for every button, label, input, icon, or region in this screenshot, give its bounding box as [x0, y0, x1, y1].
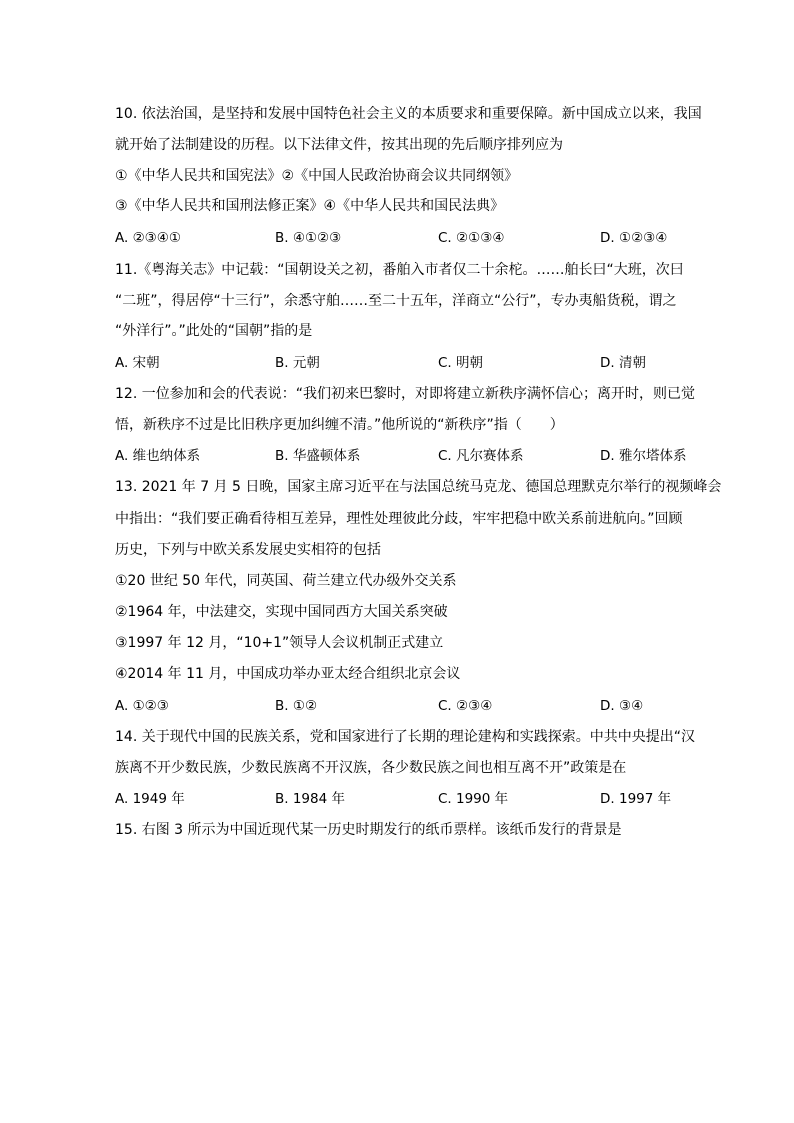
q13-item-line-1: ①20 世纪 50 年代，同英国、荷兰建立代办级外交关系	[115, 573, 457, 589]
q13-item-line-3: ③1997 年 12 月，“10+1”领导人会议机制正式建立	[115, 635, 444, 651]
q13-option-d: D. ③④	[600, 698, 644, 714]
q14-stem-line-1: 14. 关于现代中国的民族关系，党和国家进行了长期的理论建构和实践探索。中共中央提出“汉	[115, 729, 695, 745]
q12-stem-line-2: 悟，新秩序不过是比旧秩序更加纠缠不清。”他所说的“新秩序”指（ ）	[115, 417, 564, 433]
q10-option-d: D. ①②③④	[600, 230, 668, 246]
q12-option-a: A. 维也纳体系	[115, 448, 201, 464]
q10-option-c: C. ②①③④	[438, 230, 505, 246]
q10-item-line-1: ①《中华人民共和国宪法》②《中国人民政治协商会议共同纲领》	[115, 168, 519, 184]
q12-option-c: C. 凡尔赛体系	[438, 448, 524, 464]
q15-stem-line-1: 15. 右图 3 所示为中国近现代某一历史时期发行的纸币票样。该纸币发行的背景是	[115, 822, 622, 838]
q14-stem-line-2: 族离不开少数民族，少数民族离不开汉族，各少数民族之间也相互离不开”政策是在	[115, 760, 627, 776]
q13-item-line-4: ④2014 年 11 月，中国成功举办亚太经合组织北京会议	[115, 666, 461, 682]
q13-stem-line-3: 历史，下列与中欧关系发展史实相符的包括	[115, 542, 381, 558]
q13-option-a: A. ①②③	[115, 698, 169, 714]
q10-option-a: A. ②③④①	[115, 230, 181, 246]
q11-stem-line-3: “外洋行”。”此处的“国朝”指的是	[115, 323, 313, 339]
q10-option-b: B. ④①②③	[275, 230, 342, 246]
q11-option-c: C. 明朝	[438, 355, 484, 371]
q14-option-b: B. 1984 年	[275, 791, 345, 807]
q14-option-c: C. 1990 年	[438, 791, 509, 807]
q11-option-a: A. 宋朝	[115, 355, 160, 371]
q12-option-d: D. 雅尔塔体系	[600, 448, 687, 464]
q11-stem-line-2: “二班”，得居停“十三行”，余悉守舶……至二十五年，洋商立“公行”，专办夷船货税，谓之	[115, 293, 677, 309]
q11-stem-line-1: 11.《粤海关志》中记载：“国朝设关之初，番舶入市者仅二十余柁。……舶长曰“大班，次曰	[115, 262, 684, 278]
q11-option-d: D. 清朝	[600, 355, 646, 371]
q13-stem-line-2: 中指出：“我们要正确看待相互差异，理性处理彼此分歧，牢牢把稳中欧关系前进航向。”回顾	[115, 511, 683, 527]
q11-option-b: B. 元朝	[275, 355, 320, 371]
q14-option-a: A. 1949 年	[115, 791, 185, 807]
q13-option-b: B. ①②	[275, 698, 318, 714]
q14-option-d: D. 1997 年	[600, 791, 672, 807]
q13-stem-line-1: 13. 2021 年 7 月 5 日晚，国家主席习近平在与法国总统马克龙、德国总理默克尔举行的视频峰会	[115, 479, 722, 495]
q13-option-c: C. ②③④	[438, 698, 493, 714]
q12-stem-line-1: 12. 一位参加和会的代表说：“我们初来巴黎时，对即将建立新秩序满怀信心；离开时，则已觉	[115, 386, 695, 402]
q13-item-line-2: ②1964 年，中法建交，实现中国同西方大国关系突破	[115, 604, 448, 620]
q12-option-b: B. 华盛顿体系	[275, 448, 361, 464]
q10-item-line-2: ③《中华人民共和国刑法修正案》④《中华人民共和国民法典》	[115, 198, 505, 214]
q10-stem-line-2: 就开始了法制建设的历程。以下法律文件，按其出现的先后顺序排列应为	[115, 137, 563, 153]
q10-stem-line-1: 10. 依法治国，是坚持和发展中国特色社会主义的本质要求和重要保障。新中国成立以来，我国	[115, 106, 702, 122]
